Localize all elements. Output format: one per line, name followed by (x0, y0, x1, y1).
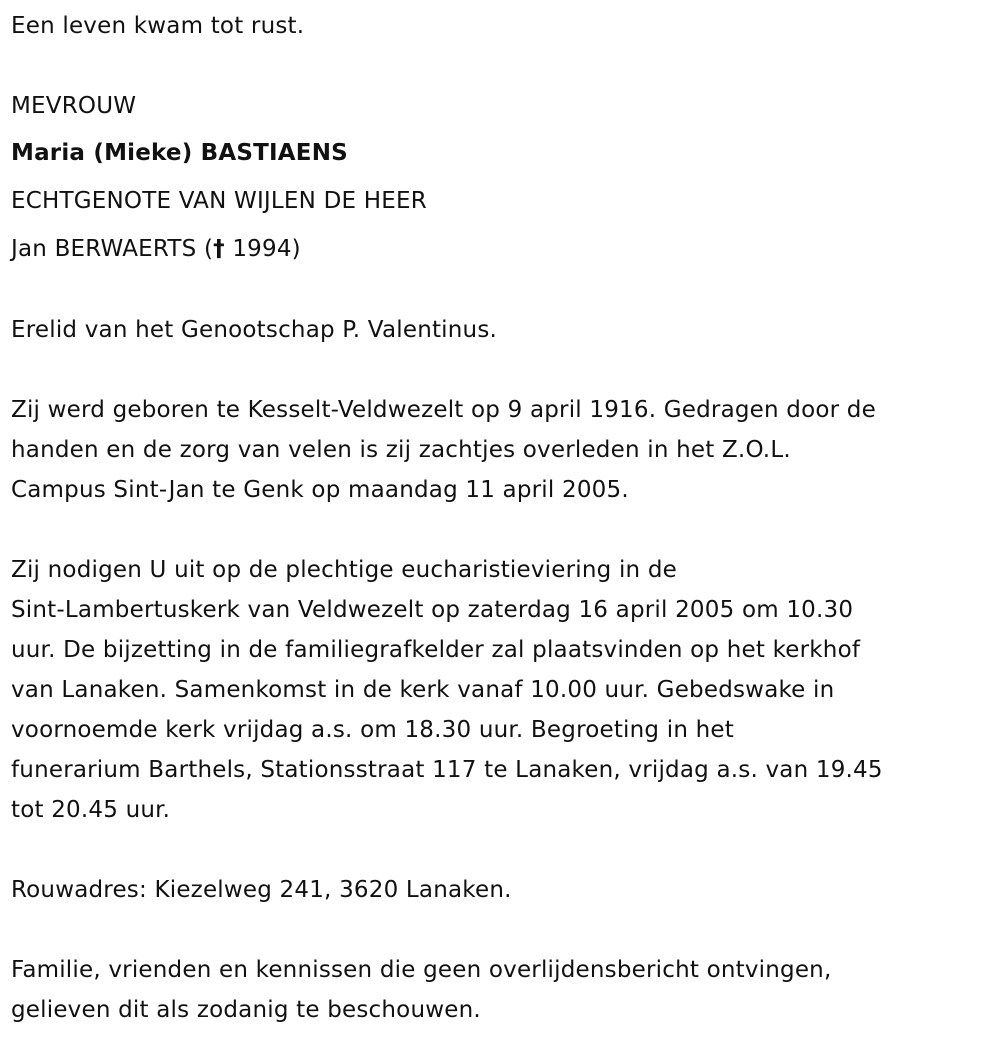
ceremony-line: funerarium Barthels, Stationsstraat 117 te Lanaken, vrijdag a.s. van 19.45 (11, 757, 883, 783)
birth-death-line: Zij werd geboren te Kesselt-Veldwezelt op 9 april 1916. Gedragen door de (11, 397, 876, 423)
spouse-line (11, 229, 301, 269)
cross-icon: † (213, 236, 225, 262)
closing-line: Familie, vrienden en kennissen die geen overlijdensbericht ontvingen, (11, 957, 832, 983)
ceremony-line: Sint-Lambertuskerk van Veldwezelt op zaterdag 16 april 2005 om 10.30 (11, 597, 854, 623)
ceremony-line: tot 20.45 uur. (11, 797, 171, 823)
ceremony-line: van Lanaken. Samenkomst in de kerk vanaf 10.00 uur. Gebedswake in (11, 677, 835, 703)
spouse-year: 1994) (224, 236, 301, 262)
title-prefix: MEVROUW (11, 93, 137, 119)
ceremony-line: Zij nodigen U uit op de plechtige eucharistieviering in de (11, 557, 677, 583)
closing-line: gelieven dit als zodanig te beschouwen. (11, 997, 481, 1023)
honorary-line: Erelid van het Genootschap P. Valentinus. (11, 317, 498, 343)
birth-death-line: handen en de zorg van velen is zij zachtjes overleden in het Z.O.L. (11, 437, 791, 463)
spouse-name: Jan BERWAERTS ( (11, 236, 214, 262)
birth-death-line: Campus Sint-Jan te Genk op maandag 11 april 2005. (11, 477, 629, 503)
address-line: Rouwadres: Kiezelweg 241, 3620 Lanaken. (11, 877, 512, 903)
deceased-name: Maria (Mieke) BASTIAENS (11, 140, 348, 166)
ceremony-line: uur. De bijzetting in de familiegrafkelder zal plaatsvinden op het kerkhof (11, 637, 861, 663)
ceremony-line: voornoemde kerk vrijdag a.s. om 18.30 uur. Begroeting in het (11, 717, 734, 743)
intro-line: Een leven kwam tot rust. (11, 13, 305, 39)
spouse-label: ECHTGENOTE VAN WIJLEN DE HEER (11, 188, 427, 214)
